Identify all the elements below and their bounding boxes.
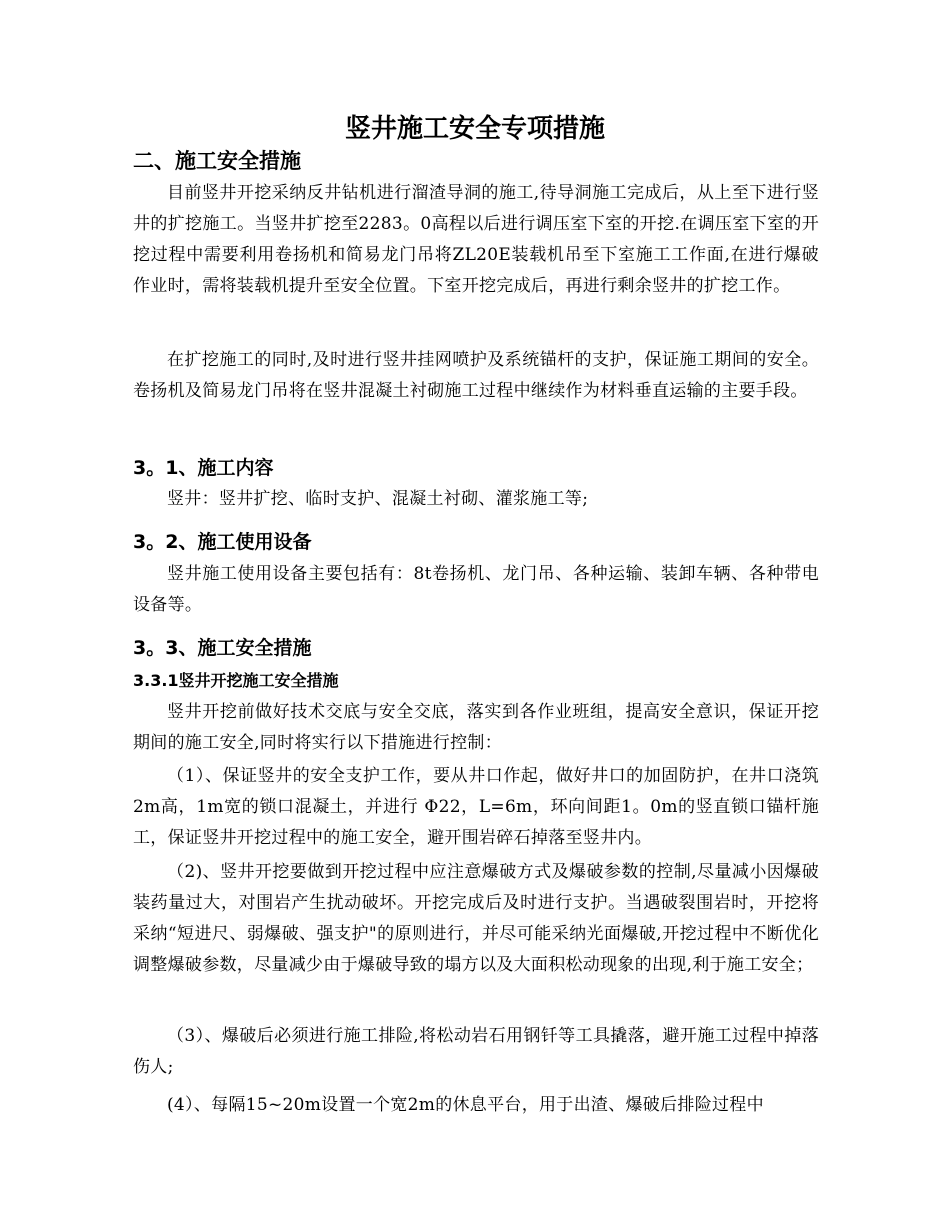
heading-3-3-1: 3.3.1竖井开挖施工安全措施: [133, 671, 339, 690]
paragraph-excavation-intro: 竖井开挖前做好技术交底与安全交底，落实到各作业班组，提高安全意识，保证开挖期间的施工安全,同时将实行以下措施进行控制：: [133, 702, 819, 753]
section-heading: 二、施工安全措施: [133, 149, 301, 173]
paragraph-support: 在扩挖施工的同时,及时进行竖井挂网喷护及系统锚杆的支护，保证施工期间的安全。卷扬机及简易龙门吊将在竖井混凝土衬砌施工过程中继续作为材料垂直运输的主要手段。: [133, 350, 819, 401]
heading-3-3: 3。3、施工安全措施: [133, 637, 312, 659]
paragraph-3-2: 竖井施工使用设备主要包括有：8t卷扬机、龙门吊、各种运输、装卸车辆、各种带电设备等。: [133, 564, 819, 615]
list-item-1: （1）、保证竖井的安全支护工作，要从井口作起，做好井口的加固防护，在井口浇筑2m高，1m宽的锁口混凝土，并进行 Φ22，L=6m，环向间距1。0m的竖直锁口锚杆施工，保证竖井开挖过程中的施工安全，避开围岩碎石掉落至竖井内。: [133, 766, 819, 848]
page-title: 竖井施工安全专项措施: [344, 114, 605, 144]
paragraph-3-1: 竖井：竖井扩挖、临时支护、混凝土衬砌、灌浆施工等;: [167, 489, 589, 509]
list-item-4: (4）、每隔15~20m设置一个宽2m的休息平台，用于出渣、爆破后排险过程中: [167, 1095, 764, 1115]
heading-3-2: 3。2、施工使用设备: [133, 531, 312, 553]
heading-3-1: 3。1、施工内容: [133, 457, 274, 479]
paragraph-intro: 目前竖井开挖采纳反井钻机进行溜渣导洞的施工,待导洞施工完成后，从上至下进行竖井的扩挖施工。当竖井扩挖至2283。0高程以后进行调压室下室的开挖.在调压室下室的开挖过程中需要利用卷扬机和简易龙门吊将ZL20E装载机吊至下室施工工作面,在进行爆破作业时，需将装载机提升至安全位置。下室开挖完成后，再进行剩余竖井的扩挖工作。: [133, 183, 819, 296]
list-item-3: （3）、爆破后必须进行施工排险,将松动岩石用钢钎等工具撬落，避开施工过程中掉落伤人;: [133, 1026, 819, 1077]
list-item-2: （2)、竖井开挖要做到开挖过程中应注意爆破方式及爆破参数的控制,尽量减小因爆破装药量过大，对围岩产生扰动破坏。开挖完成后及时进行支护。当遇破裂围岩时，开挖将采纳“短进尺、弱爆破、强支护"的原则进行，并尽可能采纳光面爆破,开挖过程中不断优化调整爆破参数，尽量减少由于爆破导致的塌方以及大面积松动现象的出现,利于施工安全；: [133, 862, 819, 975]
